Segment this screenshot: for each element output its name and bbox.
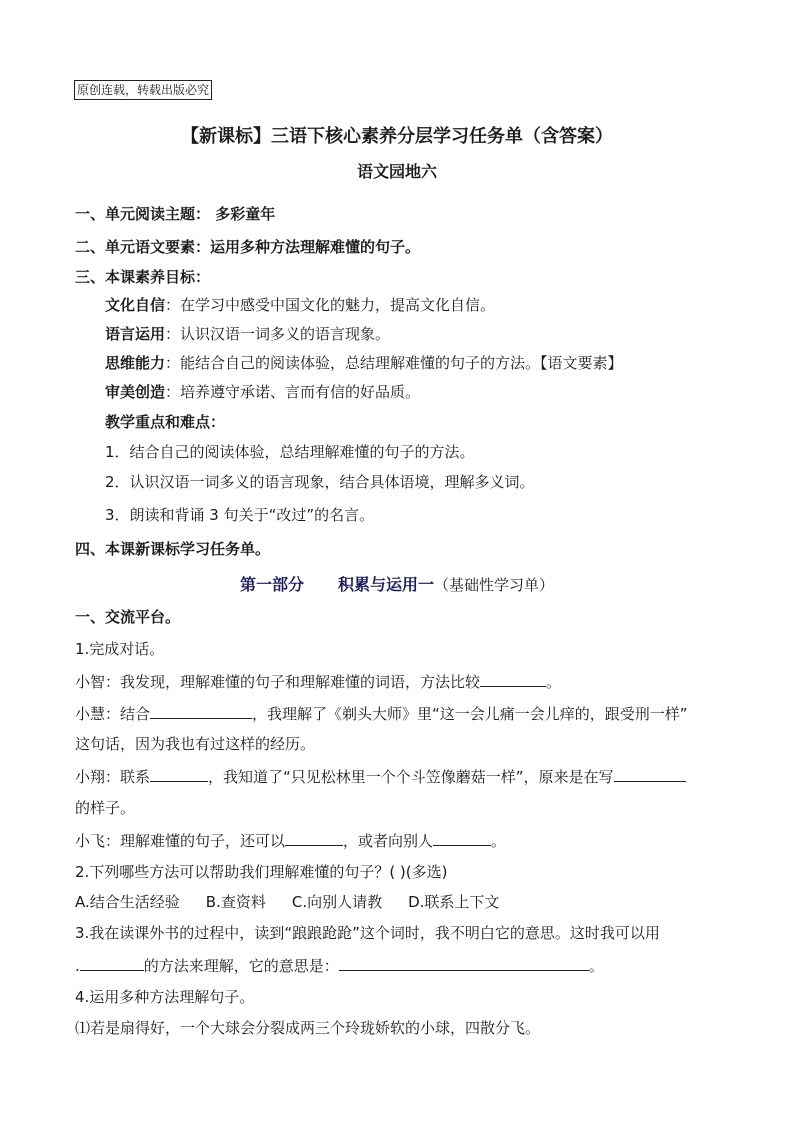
dialogue-line: 的样子。 (75, 799, 136, 817)
question-text: 。 (588, 957, 604, 975)
goal-text: ：在学习中感受中国文化的魅力，提高文化自信。 (165, 296, 496, 314)
goal-label: 思维能力 (105, 354, 166, 372)
dialogue-text: 小智：我发现，理解难懂的句子和理解难懂的词语，方法比较 (75, 673, 481, 691)
section-goals: 三、本课素养目标： (75, 268, 211, 286)
question-text: . (75, 957, 80, 975)
key-point-item: 2．认识汉语一词多义的语言现象，结合具体语境，理解多义词。 (105, 473, 535, 491)
key-points-title: 教学重点和难点： (105, 413, 226, 431)
dialogue-text: ，我理解了《剃头大师》里“这一会儿痛一会儿痒的，跟受刑一样” (252, 705, 688, 723)
dialogue-text: 。 (491, 832, 507, 850)
goal-item (105, 323, 390, 345)
part-name: 积累与运用一 (337, 575, 434, 594)
option-a[interactable]: A.结合生活经验 (75, 893, 180, 911)
dialogue-text: 小慧：结合 (75, 705, 151, 723)
dialogue-line (75, 829, 506, 852)
goal-text: ：能结合自己的阅读体验，总结理解难懂的句子的方法。【语文要素】 (165, 354, 623, 372)
question-text: 的方法来理解，它的意思是： (143, 957, 339, 975)
goal-item (105, 381, 420, 403)
dialogue-line (75, 670, 561, 693)
answer-blank[interactable] (339, 954, 589, 971)
lesson-title: 语文园地六 (356, 162, 437, 181)
key-point-item: 3．朗读和背诵 3 句关于“改过”的名言。 (105, 506, 375, 524)
option-d[interactable]: D.联系上下文 (408, 893, 500, 911)
document-title: 【新课标】三语下核心素养分层学习任务单（含答案） (181, 126, 613, 147)
dialogue-line: 这句话，因为我也有过这样的经历。 (75, 735, 316, 753)
question-2-options (75, 891, 499, 913)
dialogue-text: ，我知道了“只见松林里一个个斗笠像蘑菇一样”，原来是在写 (208, 768, 614, 786)
goal-label: 文化自信 (105, 296, 166, 314)
part-type: （基础性学习单） (434, 576, 555, 594)
goal-text: ：认识汉语一词多义的语言现象。 (165, 325, 391, 343)
dialogue-text: ，或者向别人 (343, 832, 434, 850)
goal-text: ：培养遵守承诺、言而有信的好品质。 (165, 383, 421, 401)
answer-blank[interactable] (80, 954, 144, 971)
option-c[interactable]: C.向别人请教 (291, 893, 383, 911)
goal-item (105, 352, 623, 374)
answer-blank[interactable] (150, 765, 208, 782)
dialogue-line (75, 765, 686, 788)
dialogue-text: 小翔：联系 (75, 768, 151, 786)
answer-blank[interactable] (614, 765, 686, 782)
goal-label: 审美创造 (105, 383, 166, 401)
goal-label: 语言运用 (105, 325, 166, 343)
part-number: 第一部分 (239, 575, 304, 594)
dialogue-text: 。 (546, 673, 562, 691)
section-reading-theme: 一、单元阅读主题： 多彩童年 (75, 205, 276, 223)
dialogue-text: 小飞：理解难懂的句子，还可以 (75, 832, 286, 850)
part-heading (0, 572, 794, 595)
question-4: 4.运用多种方法理解句子。 (75, 988, 255, 1006)
answer-blank[interactable] (433, 829, 491, 846)
option-b[interactable]: B.查资料 (205, 893, 266, 911)
answer-blank[interactable] (285, 829, 343, 846)
answer-blank[interactable] (480, 670, 546, 687)
question-1: 1.完成对话。 (75, 640, 165, 658)
dialogue-line (75, 702, 688, 725)
question-3-blanks (75, 954, 604, 977)
subsection-exchange: 一、交流平台。 (75, 608, 181, 626)
question-4-item-1: ⑴若是扇得好，一个大球会分裂成两三个玲珑娇软的小球，四散分飞。 (75, 1019, 541, 1037)
copyright-notice: 原创连载，转载出版必究 (74, 80, 212, 100)
section-task-sheet: 四、本课新课标学习任务单。 (75, 540, 271, 558)
section-language-elements: 二、单元语文要素：运用多种方法理解难懂的句子。 (75, 238, 421, 256)
question-3: 3.我在读课外书的过程中，读到“踉踉跄跄”这个词时，我不明白它的意思。这时我可以用 (75, 924, 660, 942)
question-2: 2.下列哪些方法可以帮助我们理解难懂的句子？( )(多选) (75, 863, 448, 881)
goal-item (105, 294, 495, 316)
key-point-item: 1．结合自己的阅读体验，总结理解难懂的句子的方法。 (105, 443, 475, 461)
answer-blank[interactable] (150, 702, 252, 719)
